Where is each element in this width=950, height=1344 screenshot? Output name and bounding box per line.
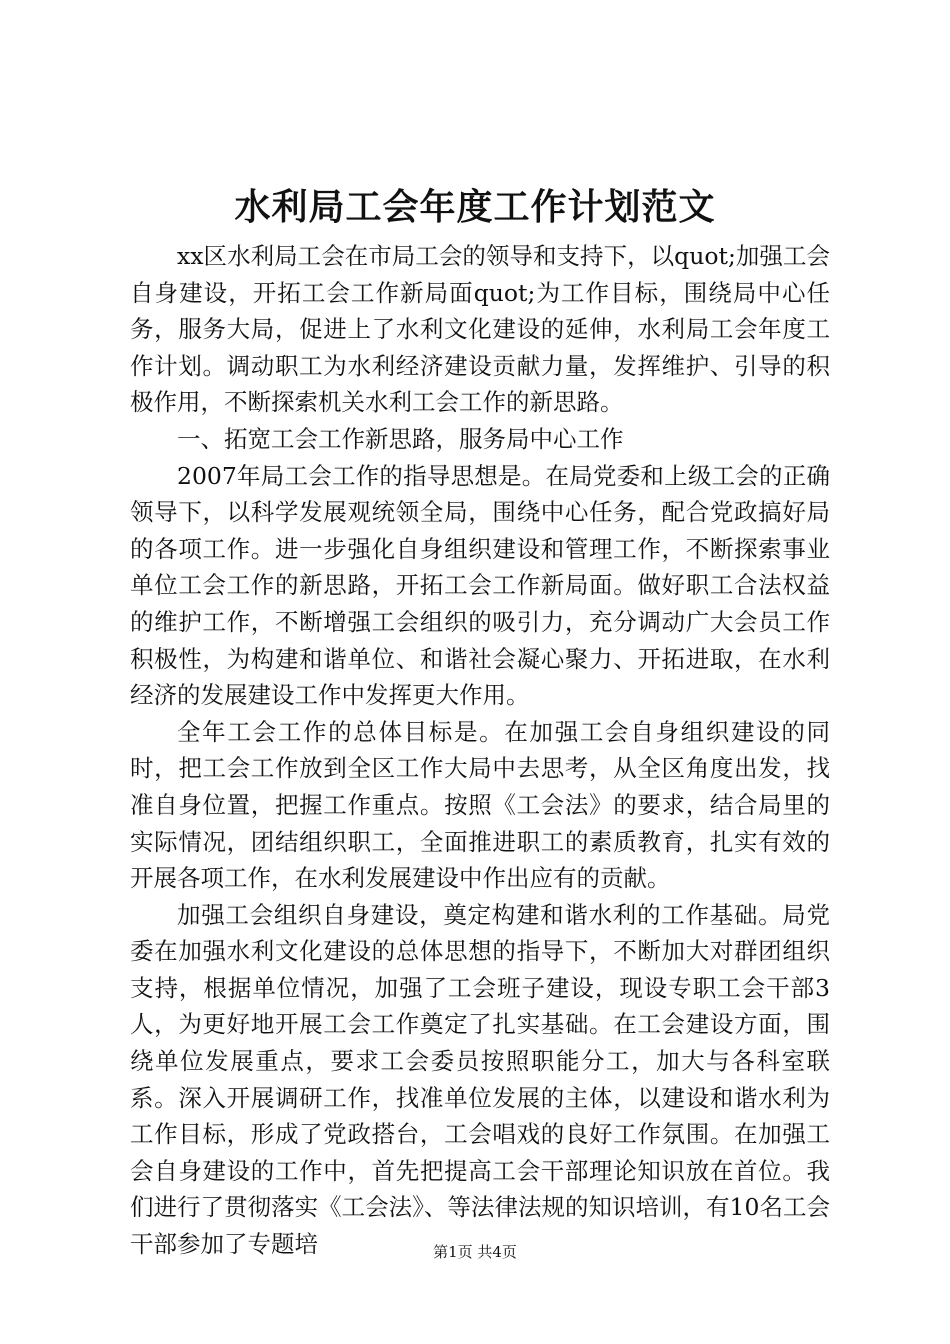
document-title: 水利局工会年度工作计划范文 bbox=[234, 186, 716, 228]
page-number-footer: 第1页 共4页 bbox=[433, 1243, 517, 1261]
paragraph-organization-building: 加强工会组织自身建设，奠定构建和谐水利的工作基础。局党委在加强水利文化建设的总体思想的指导下，不断加大对群团组织支持，根据单位情况，加强了工会班子建设，现设专职工会干部3人，为更好地开展工会工作奠定了扎实基础。在工会建设方面，围绕单位发展重点，要求工会委员按照职能分工，加大与各科室联系。深入开展调研工作，找准单位发展的主体，以建设和谐水利为工作目标，形成了党政搭台，工会唱戏的良好工作氛围。在加强工会自身建设的工作中，首先把提高工会干部理论知识放在首位。我们进行了贯彻落实《工会法》、等法律法规的知识培训，有10名工会干部参加了专题培 bbox=[130, 900, 830, 1259]
section-heading-1: 一、拓宽工会工作新思路，服务局中心工作 bbox=[177, 424, 624, 453]
paragraph-guiding-ideology: 2007年局工会工作的指导思想是。在局党委和上级工会的正确领导下，以科学发展观统领全局，围绕中心任务，配合党政搞好局的各项工作。进一步强化自身组织建设和管理工作，不断探索事业单位工会工作的新思路，开拓工会工作新局面。做好职工合法权益的维护工作，不断增强工会组织的吸引力，充分调动广大会员工作积极性，为构建和谐单位、和谐社会凝心聚力、开拓进取，在水利经济的发展建设工作中发挥更大作用。 bbox=[130, 461, 830, 710]
paragraph-intro: xx区水利局工会在市局工会的领导和支持下，以quot;加强工会自身建设，开拓工会工作新局面quot;为工作目标，围绕局中心任务，服务大局，促进上了水利文化建设的延伸，水利局工会年度工作计划。调动职工为水利经济建设贡献力量，发挥维护、引导的积极作用，不断探索机关水利工会工作的新思路。 bbox=[130, 242, 830, 417]
document-body bbox=[130, 238, 830, 1263]
paragraph-overall-goal: 全年工会工作的总体目标是。在加强工会自身组织建设的同时，把工会工作放到全区工作大局中去思考，从全区角度出发，找准自身位置，把握工作重点。按照《工会法》的要求，结合局里的实际情况，团结组织职工，全面推进职工的素质教育，扎实有效的开展各项工作，在水利发展建设中作出应有的贡献。 bbox=[130, 717, 830, 893]
